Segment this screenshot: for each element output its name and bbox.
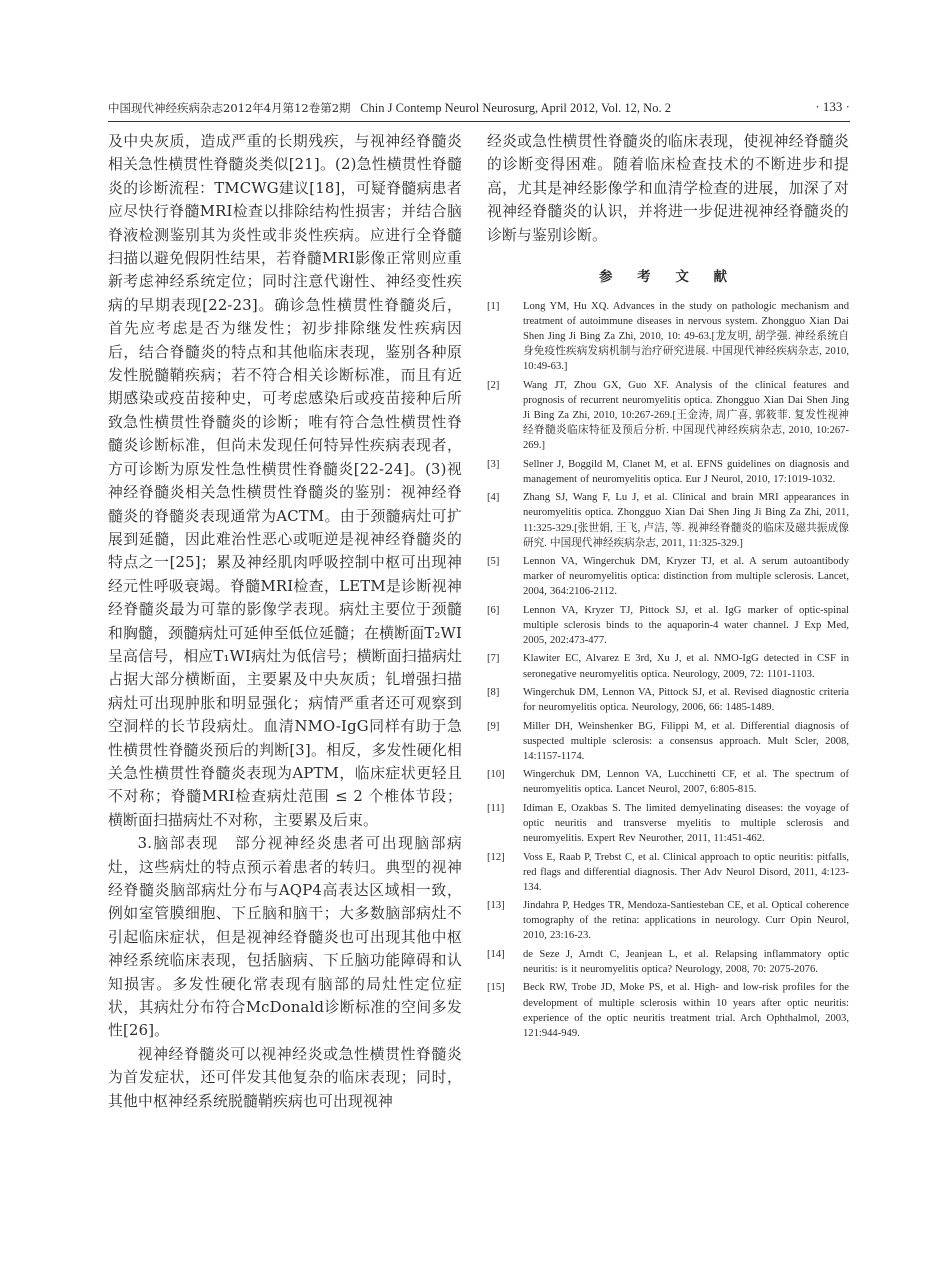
journal-title-cn: 中国现代神经疾病杂志2012年4月第12卷第2期 bbox=[108, 101, 351, 115]
body-paragraph-summary: 视神经脊髓炎可以视神经炎或急性横贯性脊髓炎为首发症状，还可伴发其他复杂的临床表现；同时，其他中枢神经系统脱髓鞘疾病也可出现视神 bbox=[108, 1045, 462, 1110]
reference-number: [1] bbox=[487, 301, 500, 313]
reference-item bbox=[487, 554, 849, 599]
reference-item bbox=[487, 898, 849, 943]
reference-item bbox=[487, 685, 849, 715]
reference-text: Voss E, Raab P, Trebst C, et al. Clinical approach to optic neuritis: pitfalls, red flags and differential diagnosis. Ther Adv Neurol Disord, 2011, 4:123-134. bbox=[523, 851, 849, 893]
body-paragraph: 及中央灰质，造成严重的长期残疾，与视神经脊髓炎相关急性横贯性脊髓炎类似[21]。(2)急性横贯性脊髓炎的诊断流程：TMCWG建议[18]，可疑脊髓病患者应尽快行脊髓MRI检查以排除结构性损害；并结合脑脊液检测鉴别其为炎性或非炎性疾病。应进行全脊髓扫描以避免假阴性结果，若脊髓MRI影像正常则应重新考虑神经系统定位；同时注意代谢性、神经变性疾病的早期表现[22-23]。确诊急性横贯性脊髓炎后，首先应考虑是否为继发性；初步排除继发性疾病因后，结合脊髓炎的特点和其他临床表现，鉴别各种原发性脱髓鞘疾病；若不符合相关诊断标准，而且有近期感染或疫苗接种史，可考虑感染后或疫苗接种后所致急性横贯性脊髓炎的诊断；唯有符合急性横贯性脊髓炎诊断标准，但尚未发现任何特异性疾病表现者，方可诊断为原发性急性横贯性脊髓炎[22-24]。(3)视神经脊髓炎相关急性横贯性脊髓炎的鉴别：视神经脊髓炎的脊髓炎表现通常为ACTM。由于颈髓病灶可扩展到延髓，因此难治性恶心或呃逆是视神经脊髓炎的特点之一[25]；累及神经肌肉呼吸控制中枢可出现神经元性呼吸衰竭。脊髓MRI检查，LETM是诊断视神经脊髓炎最为可靠的影像学表现。病灶主要位于颈髓和胸髓，颈髓病灶可延伸至低位延髓；在横断面T₂WI呈高信号，相应T₁WI病灶为低信号；横断面扫描病灶占据大部分横断面，主要累及中央灰质；钆增强扫描病灶可出现肿胀和明显强化；病情严重者还可观察到空洞样的长节段病灶。血清NMO-IgG同样有助于急性横贯性脊髓炎预后的判断[3]。相反，多发性硬化相关急性横贯性脊髓炎表现为APTM，临床症状更轻且不对称；脊髓MRI检查病灶范围 ≤ 2 个椎体节段；横断面扫描病灶不对称，主要累及后束。 bbox=[108, 133, 462, 829]
reference-item bbox=[487, 980, 849, 1040]
reference-item bbox=[487, 299, 849, 374]
reference-number: [4] bbox=[487, 492, 500, 504]
running-header bbox=[108, 98, 850, 122]
reference-text: Jindahra P, Hedges TR, Mendoza-Santiesteban CE, et al. Optical coherence tomography of the retina: applications in neurology. Curr Opin Neurol, 2010, 23:16-23. bbox=[523, 900, 849, 942]
journal-citation bbox=[108, 100, 671, 116]
right-column bbox=[487, 130, 849, 1044]
left-column bbox=[108, 130, 462, 1113]
reference-text: de Seze J, Arndt C, Jeanjean L, et al. Relapsing inflammatory optic neuritis: is it neuromyelitis optica? Neurology, 2008, 70: 2075-2076. bbox=[523, 948, 849, 975]
reference-number: [10] bbox=[487, 769, 505, 781]
reference-number: [14] bbox=[487, 948, 505, 960]
reference-item bbox=[487, 850, 849, 895]
body-paragraph-continued: 经炎或急性横贯性脊髓炎的临床表现，使视神经脊髓炎的诊断变得困难。随着临床检查技术的不断进步和提高，尤其是神经影像学和血清学检查的进展，加深了对视神经脊髓炎的认识，并将进一步促进视神经脊髓炎的诊断与鉴别诊断。 bbox=[487, 133, 849, 244]
reference-list bbox=[487, 299, 849, 1041]
reference-item bbox=[487, 603, 849, 648]
reference-number: [5] bbox=[487, 556, 500, 568]
reference-item bbox=[487, 457, 849, 487]
reference-item bbox=[487, 378, 849, 453]
journal-title-en: Chin J Contemp Neurol Neurosurg, April 2012, Vol. 12, No. 2 bbox=[360, 101, 671, 115]
reference-number: [9] bbox=[487, 720, 500, 732]
reference-number: [2] bbox=[487, 379, 500, 391]
body-paragraph-brain: 3.脑部表现 部分视神经炎患者可出现脑部病灶，这些病灶的特点预示着患者的转归。典型的视神经脊髓炎脑部病灶分布与AQP4高表达区域相一致，例如室管膜细胞、下丘脑和脑干；大多数脑部病灶不引起临床症状，但是视神经脊髓炎也可出现其他中枢神经系统临床表现，包括脑病、下丘脑功能障碍和认知损害。多发性硬化常表现有脑部的局灶性定位症状，其病灶分布符合McDonald诊断标准的空间多发性[26]。 bbox=[108, 835, 462, 1040]
reference-item bbox=[487, 947, 849, 977]
reference-text: Miller DH, Weinshenker BG, Filippi M, et al. Differential diagnosis of suspected multiple sclerosis: a consensus approach. Mult Scler, 2008, 14:1157-1174. bbox=[523, 720, 849, 762]
reference-number: [13] bbox=[487, 900, 505, 912]
reference-number: [7] bbox=[487, 653, 500, 665]
references-heading: 参 考 文 献 bbox=[598, 269, 738, 286]
reference-number: [8] bbox=[487, 687, 500, 699]
reference-item bbox=[487, 651, 849, 681]
reference-text: Beck RW, Trobe JD, Moke PS, et al. High- and low-risk profiles for the development of multiple sclerosis within 10 years after optic neuritis: experience of the optic neuritis treatment trial. Arch Ophthalmol, 2003, 121:944-949. bbox=[523, 982, 849, 1039]
reference-number: [12] bbox=[487, 851, 505, 863]
reference-text: Wingerchuk DM, Lennon VA, Pittock SJ, et al. Revised diagnostic criteria for neuromyelitis optica. Neurology, 2006, 66: 1485-1489. bbox=[523, 687, 849, 714]
reference-text: Lennon VA, Wingerchuk DM, Kryzer TJ, et al. A serum autoantibody marker of neuromyelitis optica: distinction from multiple sclerosis. Lancet, 2004, 364:2106-2112. bbox=[523, 556, 849, 598]
reference-text: Sellner J, Boggild M, Clanet M, et al. EFNS guidelines on diagnosis and management of neuromyelitis optica. Eur J Neurol, 2010, 17:1019-1032. bbox=[523, 458, 849, 485]
reference-text: Long YM, Hu XQ. Advances in the study on pathologic mechanism and treatment of autoimmune diseases in nervous system. Zhongguo Xian Dai Shen Jing Ji Bing Za Zhi, 2010, 10: 49-63.[龙友明, 胡学强. 神经系统自身免疫性疾病发病机制与治疗研究进展. 中国现代神经疾病杂志, 2010, 10:49-63.] bbox=[523, 301, 849, 373]
reference-item bbox=[487, 801, 849, 846]
reference-text: Wang JT, Zhou GX, Guo XF. Analysis of the clinical features and prognosis of recurrent neuromyelitis optica. Zhongguo Xian Dai Shen Jing Ji Bing Za Zhi, 2010, 10:267-269.[王金涛, 周广喜, 郭筱菲. 复发性视神经脊髓炎临床特征及预后分析. 中国现代神经疾病杂志, 2010, 10:267-269.] bbox=[523, 379, 849, 452]
reference-text: Wingerchuk DM, Lennon VA, Lucchinetti CF, et al. The spectrum of neuromyelitis optica. Lancet Neurol, 2007, 6:805-815. bbox=[523, 769, 849, 796]
reference-number: [15] bbox=[487, 982, 505, 994]
reference-text: Idiman E, Ozakbas S. The limited demyelinating diseases: the voyage of optic neuritis and transverse myelitis to multiple sclerosis and neuromyelitis. Expert Rev Neurother, 2011, 11:451-462. bbox=[523, 802, 849, 845]
reference-text: Klawiter EC, Alvarez E 3rd, Xu J, et al. NMO-IgG detected in CSF in seronegative neuromyelitis optica. Neurology, 2009, 72: 1101-1103. bbox=[523, 653, 849, 680]
reference-number: [3] bbox=[487, 458, 500, 470]
reference-number: [11] bbox=[487, 802, 505, 814]
reference-number: [6] bbox=[487, 604, 500, 616]
page-number: · 133 · bbox=[815, 99, 850, 114]
reference-text: Zhang SJ, Wang F, Lu J, et al. Clinical and brain MRI appearances in neuromyelitis optica. Zhongguo Xian Dai Shen Jing Ji Bing Za Zhi, 2011, 11:325-329.[张世娟, 王飞, 卢洁, 等. 视神经脊髓炎的临床及磁共振成像研究. 中国现代神经疾病杂志, 2011, 11:325-329.] bbox=[523, 492, 849, 549]
reference-item bbox=[487, 719, 849, 764]
reference-text: Lennon VA, Kryzer TJ, Pittock SJ, et al. IgG marker of optic-spinal multiple sclerosis binds to the aquaporin-4 water channel. J Exp Med, 2005, 202:473-477. bbox=[523, 604, 849, 646]
reference-item bbox=[487, 490, 849, 550]
reference-item bbox=[487, 767, 849, 797]
